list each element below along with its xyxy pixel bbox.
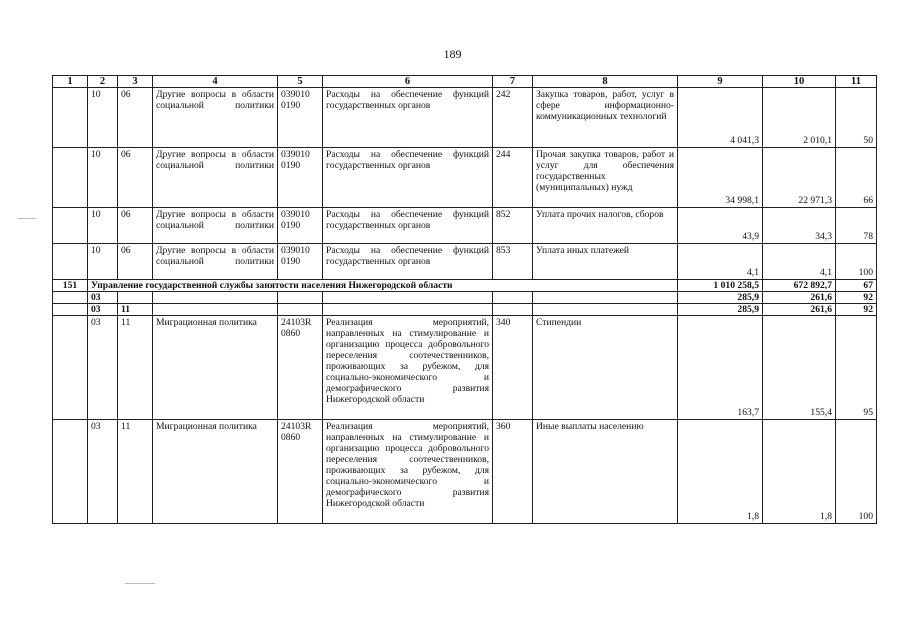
target-code-cell: 039010 0190	[278, 244, 323, 280]
header-cell: 11	[836, 76, 877, 88]
section-cell: 10	[88, 88, 118, 148]
section-subtotal-row	[53, 292, 877, 304]
expense-type-code-cell: 852	[493, 208, 533, 244]
percent-cell: 92	[836, 292, 877, 304]
table-header-row	[53, 76, 877, 88]
subsection-cell: 06	[118, 244, 153, 280]
percent-cell: 100	[836, 244, 877, 280]
section-name-cell: Другие вопросы в области социальной политики	[153, 244, 278, 280]
header-cell: 3	[118, 76, 153, 88]
expense-type-name-cell: Иные выплаты населению	[533, 420, 678, 524]
plan-amount-cell: 4,1	[678, 244, 763, 280]
table-row	[53, 420, 877, 524]
header-cell: 7	[493, 76, 533, 88]
table-row	[53, 208, 877, 244]
actual-amount-cell: 1,8	[763, 420, 836, 524]
table-row	[53, 316, 877, 420]
table-row	[53, 88, 877, 148]
scan-mark-bottom	[125, 583, 155, 584]
percent-cell: 78	[836, 208, 877, 244]
section-cell: 03	[88, 292, 118, 304]
section-cell: 03	[88, 420, 118, 524]
actual-amount-cell: 4,1	[763, 244, 836, 280]
header-cell: 9	[678, 76, 763, 88]
expense-type-name-cell: Уплата иных платежей	[533, 244, 678, 280]
subsection-subtotal-row	[53, 304, 877, 316]
target-code-cell: 039010 0190	[278, 208, 323, 244]
section-name-cell: Другие вопросы в области социальной политики	[153, 148, 278, 208]
section-cell: 10	[88, 244, 118, 280]
expense-type-code-cell: 340	[493, 316, 533, 420]
plan-amount-cell: 4 041,3	[678, 88, 763, 148]
target-name-cell: Расходы на обеспечение функций государственных органов	[323, 208, 493, 244]
subsection-cell: 11	[118, 316, 153, 420]
percent-cell: 100	[836, 420, 877, 524]
section-name-cell: Миграционная политика	[153, 420, 278, 524]
section-name-cell: Другие вопросы в области социальной политики	[153, 208, 278, 244]
header-cell: 5	[278, 76, 323, 88]
section-cell: 10	[88, 148, 118, 208]
expense-type-name-cell: Закупка товаров, работ, услуг в сфере информационно-коммуникационных технологий	[533, 88, 678, 148]
header-cell: 6	[323, 76, 493, 88]
expense-type-code-cell: 242	[493, 88, 533, 148]
target-code-cell: 24103R 0860	[278, 316, 323, 420]
target-name-cell: Реализация мероприятий, направленных на стимулирование и организацию процесса добровольного переселения соотечественников, проживающих за рубежом, для социально-экономического и демографического развития Нижегородской области	[323, 420, 493, 524]
percent-cell: 50	[836, 88, 877, 148]
percent-cell: 66	[836, 148, 877, 208]
percent-cell: 92	[836, 304, 877, 316]
subsection-cell: 11	[118, 304, 153, 316]
plan-amount-cell: 34 998,1	[678, 148, 763, 208]
actual-amount-cell: 34,3	[763, 208, 836, 244]
page-number: 189	[443, 47, 462, 61]
subsection-cell: 06	[118, 148, 153, 208]
plan-amount-cell: 1,8	[678, 420, 763, 524]
table-row	[53, 244, 877, 280]
subsection-cell: 11	[118, 420, 153, 524]
actual-amount-cell: 261,6	[763, 304, 836, 316]
actual-amount-cell: 672 892,7	[763, 280, 836, 292]
table-row	[53, 148, 877, 208]
plan-amount-cell: 43,9	[678, 208, 763, 244]
target-code-cell: 24103R 0860	[278, 420, 323, 524]
plan-amount-cell: 163,7	[678, 316, 763, 420]
section-cell: 10	[88, 208, 118, 244]
section-cell: 03	[88, 316, 118, 420]
plan-amount-cell: 1 010 258,5	[678, 280, 763, 292]
expense-type-name-cell: Прочая закупка товаров, работ и услуг для обеспечения государственных (муниципальных) нужд	[533, 148, 678, 208]
header-cell: 1	[53, 76, 88, 88]
target-code-cell: 039010 0190	[278, 148, 323, 208]
header-cell: 2	[88, 76, 118, 88]
actual-amount-cell: 22 971,3	[763, 148, 836, 208]
plan-amount-cell: 285,9	[678, 304, 763, 316]
department-name-cell: Управление государственной службы занятости населения Нижегородской области	[88, 280, 678, 292]
target-name-cell: Расходы на обеспечение функций государственных органов	[323, 244, 493, 280]
plan-amount-cell: 285,9	[678, 292, 763, 304]
target-name-cell: Реализация мероприятий, направленных на стимулирование и организацию процесса добровольного переселения соотечественников, проживающих за рубежом, для социально-экономического и демографического развития Нижегородской области	[323, 316, 493, 420]
expense-type-code-cell: 244	[493, 148, 533, 208]
department-code-cell: 151	[53, 280, 88, 292]
expense-type-name-cell: Стипендии	[533, 316, 678, 420]
department-row	[53, 280, 877, 292]
section-name-cell: Миграционная политика	[153, 316, 278, 420]
expense-type-name-cell: Уплата прочих налогов, сборов	[533, 208, 678, 244]
expense-type-code-cell: 360	[493, 420, 533, 524]
header-cell: 10	[763, 76, 836, 88]
budget-table	[52, 75, 877, 524]
actual-amount-cell: 261,6	[763, 292, 836, 304]
actual-amount-cell: 155,4	[763, 316, 836, 420]
section-cell: 03	[88, 304, 118, 316]
target-name-cell: Расходы на обеспечение функций государственных органов	[323, 148, 493, 208]
subsection-cell: 06	[118, 88, 153, 148]
target-name-cell: Расходы на обеспечение функций государственных органов	[323, 88, 493, 148]
percent-cell: 67	[836, 280, 877, 292]
percent-cell: 95	[836, 316, 877, 420]
expense-type-code-cell: 853	[493, 244, 533, 280]
target-code-cell: 039010 0190	[278, 88, 323, 148]
header-cell: 4	[153, 76, 278, 88]
section-name-cell: Другие вопросы в области социальной политики	[153, 88, 278, 148]
subsection-cell: 06	[118, 208, 153, 244]
scan-mark-left	[18, 218, 36, 219]
actual-amount-cell: 2 010,1	[763, 88, 836, 148]
header-cell: 8	[533, 76, 678, 88]
